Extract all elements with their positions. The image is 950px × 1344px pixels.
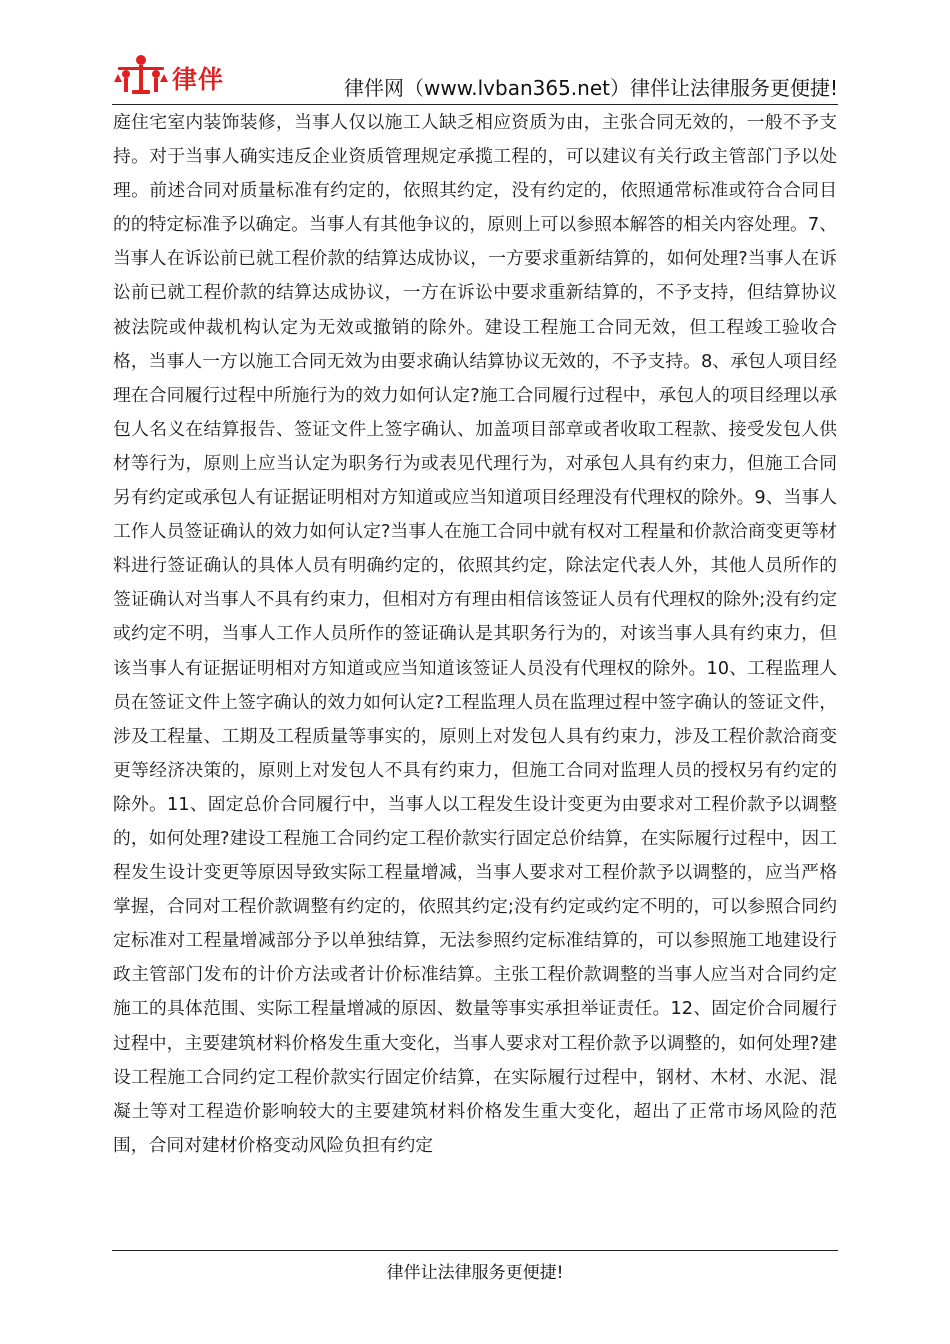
header-divider [112, 104, 838, 105]
document-body [113, 106, 837, 1230]
lvban-logo [112, 52, 232, 98]
page-footer: 律伴让法律服务更便捷! [386, 1263, 564, 1283]
page-header [112, 48, 838, 104]
header-tagline: 律伴网（www.lvban365.net）律伴让法律服务更便捷! [344, 76, 838, 100]
body-paragraph: 庭住宅室内装饰装修，当事人仅以施工人缺乏相应资质为由，主张合同无效的，一般不予支持。对于当事人确实违反企业资质管理规定承揽工程的，可以建议有关行政主管部门予以处理。前述合同对质量标准有约定的，依照其约定，没有约定的，依照通常标准或符合合同目的的特定标准予以确定。当事人有其他争议的，原则上可以参照本解答的相关内容处理。7、当事人在诉讼前已就工程价款的结算达成协议，一方要求重新结算的，如何处理?当事人在诉讼前已就工程价款的结算达成协议，一方在诉讼中要求重新结算的，不予支持，但结算协议被法院或仲裁机构认定为无效或撤销的除外。建设工程施工合同无效，但工程竣工验收合格，当事人一方以施工合同无效为由要求确认结算协议无效的，不予支持。8、承包人项目经理在合同履行过程中所施行为的效力如何认定?施工合同履行过程中，承包人的项目经理以承包人名义在结算报告、签证文件上签字确认、加盖项目部章或者收取工程款、接受发包人供材等行为，原则上应当认定为职务行为或表见代理行为，对承包人具有约束力，但施工合同另有约定或承包人有证据证明相对方知道或应当知道项目经理没有代理权的除外。9、当事人工作人员签证确认的效力如何认定?当事人在施工合同中就有权对工程量和价款洽商变更等材料进行签证确认的具体人员有明确约定的，依照其约定，除法定代表人外，其他人员所作的签证确认对当事人不具有约束力，但相对方有理由相信该签证人员有代理权的除外;没有约定或约定不明，当事人工作人员所作的签证确认是其职务行为的，对该当事人具有约束力，但该当事人有证据证明相对方知道或应当知道该签证人员没有代理权的除外。10、工程监理人员在签证文件上签字确认的效力如何认定?工程监理人员在监理过程中签字确认的签证文件，涉及工程量、工期及工程质量等事实的，原则上对发包人具有约束力，涉及工程价款洽商变更等经济决策的，原则上对发包人不具有约束力，但施工合同对监理人员的授权另有约定的除外。11、固定总价合同履行中，当事人以工程发生设计变更为由要求对工程价款予以调整的，如何处理?建设工程施工合同约定工程价款实行固定总价结算，在实际履行过程中，因工程发生设计变更等原因导致实际工程量增减，当事人要求对工程价款予以调整的，应当严格掌握，合同对工程价款调整有约定的，依照其约定;没有约定或约定不明的，可以参照合同约定标准对工程量增减部分予以单独结算，无法参照约定标准结算的，可以参照施工地建设行政主管部门发布的计价方法或者计价标准结算。主张工程价款调整的当事人应当对合同约定施工的具体范围、实际工程量增减的原因、数量等事实承担举证责任。12、固定价合同履行过程中，主要建筑材料价格发生重大变化，当事人要求对工程价款予以调整的，如何处理?建设工程施工合同约定工程价款实行固定价结算，在实际履行过程中，钢材、木材、水泥、混凝土等对工程造价影响较大的主要建筑材料价格发生重大变化，超出了正常市场风险的范围，合同对建材价格变动风险负担有约定 [113, 112, 837, 1156]
scales-justice-logo-icon [112, 52, 170, 98]
footer-divider [112, 1250, 838, 1251]
logo-wordmark: 律伴 [172, 65, 225, 94]
